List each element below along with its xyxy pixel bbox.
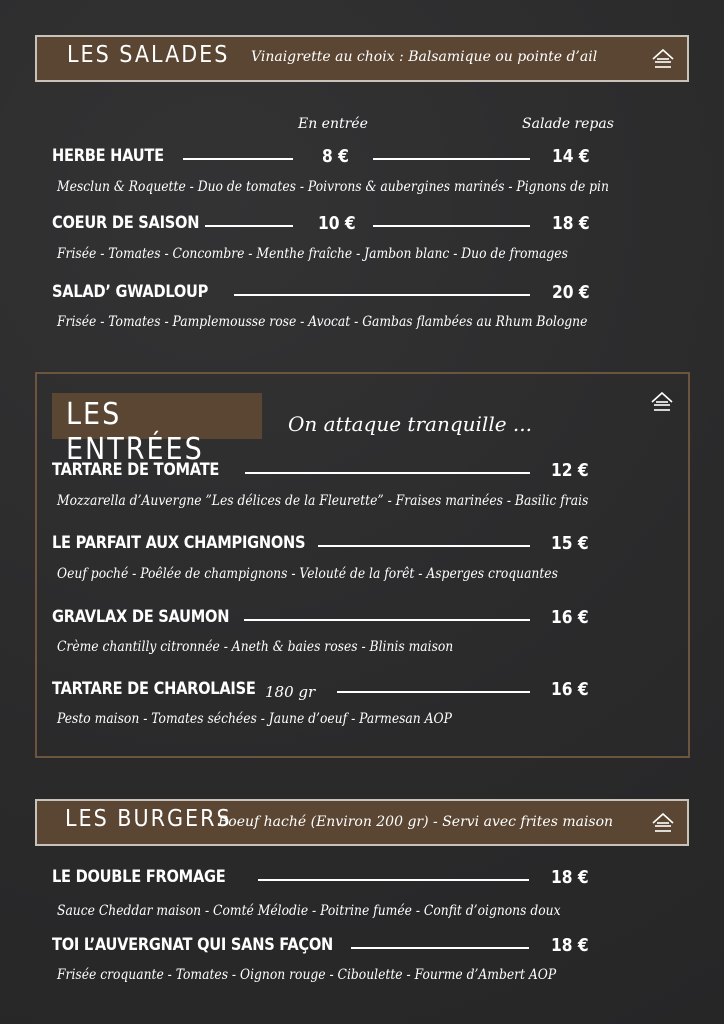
dish-name: LE DOUBLE FROMAGE <box>52 867 226 887</box>
dish-price: 16 € <box>551 679 589 700</box>
column-repas-label: Salade repas <box>522 116 614 132</box>
dish-price: 16 € <box>551 607 589 628</box>
leader-line <box>183 158 293 160</box>
dish-price: 18 € <box>551 867 589 888</box>
dish-description: Sauce Cheddar maison - Comté Mélodie - Poitrine fumée - Confit d’oignons doux <box>57 903 561 919</box>
dish-price-entree: 8 € <box>322 146 349 167</box>
dish-description: Pesto maison - Tomates séchées - Jaune d’oeuf - Parmesan AOP <box>57 711 452 727</box>
dish-price-repas: 20 € <box>552 282 590 303</box>
home-menu-icon[interactable] <box>648 390 676 414</box>
entrees-header <box>52 393 262 467</box>
leader-line <box>205 225 293 227</box>
salades-header <box>35 35 689 82</box>
dish-weight: 180 gr <box>265 683 316 701</box>
leader-line <box>318 545 530 547</box>
leader-line <box>234 294 530 296</box>
burgers-subtitle: Boeuf haché (Environ 200 gr) - Servi avec frites maison <box>218 814 614 830</box>
dish-name: LE PARFAIT AUX CHAMPIGNONS <box>52 533 306 553</box>
dish-description: Frisée - Tomates - Concombre - Menthe fraîche - Jambon blanc - Duo de fromages <box>57 246 568 262</box>
dish-price: 18 € <box>551 935 589 956</box>
dish-name: GRAVLAX DE SAUMON <box>52 607 230 627</box>
dish-name: SALAD’ GWADLOUP <box>52 282 209 302</box>
entrees-subtitle: On attaque tranquille ... <box>288 412 532 436</box>
leader-line <box>244 619 530 621</box>
dish-description: Mesclun & Roquette - Duo de tomates - Poivrons & aubergines marinés - Pignons de pin <box>57 179 609 195</box>
salades-subtitle: Vinaigrette au choix : Balsamique ou pointe d’ail <box>251 49 598 65</box>
dish-price: 12 € <box>551 460 589 481</box>
salades-title: LES SALADES <box>67 42 230 68</box>
dish-name: HERBE HAUTE <box>52 146 164 166</box>
dish-name: COEUR DE SAISON <box>52 213 200 233</box>
column-entree-label: En entrée <box>298 116 368 132</box>
dish-price-repas: 18 € <box>552 213 590 234</box>
dish-price-repas: 14 € <box>552 146 590 167</box>
leader-line <box>351 947 529 949</box>
dish-name: TOI L’AUVERGNAT QUI SANS FAÇON <box>52 935 334 955</box>
burgers-title: LES BURGERS <box>65 806 232 832</box>
dish-description: Mozzarella d’Auvergne ”Les délices de la Fleurette” - Fraises marinées - Basilic frais <box>57 493 589 509</box>
dish-description: Frisée - Tomates - Pamplemousse rose - Avocat - Gambas flambées au Rhum Bologne <box>57 314 588 330</box>
dish-name: TARTARE DE TOMATE <box>52 460 220 480</box>
leader-line <box>245 472 530 474</box>
leader-line <box>373 158 530 160</box>
dish-price: 15 € <box>551 533 589 554</box>
dish-description: Crème chantilly citronnée - Aneth & baies roses - Blinis maison <box>57 639 454 655</box>
dish-name: TARTARE DE CHAROLAISE <box>52 679 256 699</box>
burgers-header <box>35 799 689 846</box>
leader-line <box>337 691 530 693</box>
dish-description: Oeuf poché - Poêlée de champignons - Velouté de la forêt - Asperges croquantes <box>57 566 558 582</box>
leader-line <box>258 879 529 881</box>
dish-description: Frisée croquante - Tomates - Oignon rouge - Ciboulette - Fourme d’Ambert AOP <box>57 967 557 983</box>
home-menu-icon[interactable] <box>649 47 677 71</box>
leader-line <box>373 225 530 227</box>
home-menu-icon[interactable] <box>649 811 677 835</box>
entrees-title: LES ENTRÉES <box>66 397 204 467</box>
dish-price-entree: 10 € <box>318 213 356 234</box>
